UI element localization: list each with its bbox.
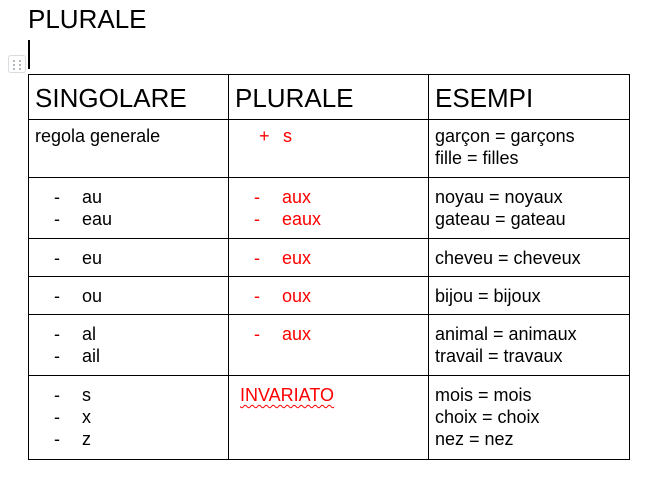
- singolare-text: au: [82, 187, 103, 207]
- example-text: cheveu = cheveux: [435, 248, 581, 268]
- cell-singolare[interactable]: [29, 120, 229, 178]
- dash-bullet: -: [254, 286, 260, 306]
- cell-plurale[interactable]: [229, 239, 429, 277]
- page-title: PLURALE: [28, 4, 147, 34]
- list-item: [35, 186, 222, 208]
- cell-singolare[interactable]: [29, 315, 229, 376]
- list-item: [235, 247, 422, 269]
- example-text: noyau = noyaux: [435, 187, 563, 207]
- list-item: [35, 428, 222, 450]
- table-row: [29, 277, 630, 315]
- singolare-text: eu: [82, 248, 103, 268]
- singolare-text: z: [82, 429, 91, 449]
- dash-bullet: -: [54, 407, 60, 427]
- example-text: garçon = garçons: [435, 126, 575, 146]
- table-row: [29, 315, 630, 376]
- singolare-text: ail: [82, 346, 101, 366]
- cell-esempi[interactable]: [429, 178, 630, 239]
- list-item: [235, 186, 422, 208]
- table-drag-handle-icon[interactable]: [8, 55, 26, 73]
- dash-bullet: -: [54, 324, 60, 344]
- plurale-text: eux: [282, 248, 312, 268]
- singolare-text: al: [82, 324, 97, 344]
- dash-bullet: -: [54, 429, 60, 449]
- list-item: [235, 208, 422, 230]
- dash-bullet: -: [254, 209, 260, 229]
- dash-bullet: -: [54, 248, 60, 268]
- singolare-text: x: [82, 407, 91, 427]
- plural-rules-table[interactable]: [28, 74, 630, 460]
- cell-singolare[interactable]: [29, 239, 229, 277]
- cell-plurale[interactable]: [229, 376, 429, 460]
- cell-esempi[interactable]: [429, 277, 630, 315]
- singolare-text: regola generale: [35, 126, 161, 146]
- plurale-item: [235, 125, 422, 147]
- table-row: [29, 120, 630, 178]
- plurale-text: aux: [282, 324, 312, 344]
- dash-bullet: -: [54, 187, 60, 207]
- dash-bullet: -: [54, 286, 60, 306]
- singolare-text: s: [82, 385, 91, 405]
- cell-esempi[interactable]: [429, 315, 630, 376]
- header-singolare[interactable]: SINGOLARE: [29, 75, 229, 120]
- plus-symbol: +: [259, 126, 270, 146]
- dash-bullet: -: [54, 209, 60, 229]
- cell-singolare[interactable]: [29, 376, 229, 460]
- dash-bullet: -: [254, 248, 260, 268]
- example-text: bijou = bijoux: [435, 286, 541, 306]
- text-cursor: [28, 40, 30, 69]
- list-item: [35, 406, 222, 428]
- example-text: gateau = gateau: [435, 209, 566, 229]
- plurale-text: oux: [282, 286, 312, 306]
- cell-plurale[interactable]: [229, 178, 429, 239]
- dash-bullet: -: [54, 346, 60, 366]
- invariato-text: INVARIATO: [240, 385, 335, 405]
- singolare-text: ou: [82, 286, 103, 306]
- singolare-text: eau: [82, 209, 113, 229]
- list-item: [35, 345, 222, 367]
- plurale-text: aux: [282, 187, 312, 207]
- list-item: [35, 384, 222, 406]
- dash-bullet: -: [54, 385, 60, 405]
- list-item: [35, 247, 222, 269]
- plurale-text: eaux: [282, 209, 322, 229]
- example-text: choix = choix: [435, 407, 540, 427]
- list-item: [35, 323, 222, 345]
- example-text: travail = travaux: [435, 346, 563, 366]
- plurale-text: s: [283, 126, 292, 146]
- header-esempi[interactable]: ESEMPI: [429, 75, 630, 120]
- list-item: [235, 323, 422, 345]
- cell-plurale[interactable]: [229, 315, 429, 376]
- table-row: [29, 376, 630, 460]
- table-header-row: [29, 75, 630, 120]
- cell-esempi[interactable]: [429, 120, 630, 178]
- header-plurale[interactable]: PLURALE: [229, 75, 429, 120]
- cell-singolare[interactable]: [29, 178, 229, 239]
- example-text: fille = filles: [435, 148, 519, 168]
- cell-esempi[interactable]: [429, 239, 630, 277]
- example-text: animal = animaux: [435, 324, 577, 344]
- table-row: [29, 178, 630, 239]
- list-item: [235, 285, 422, 307]
- cell-singolare[interactable]: [29, 277, 229, 315]
- cell-plurale[interactable]: [229, 120, 429, 178]
- dash-bullet: -: [254, 187, 260, 207]
- example-text: mois = mois: [435, 385, 532, 405]
- cell-esempi[interactable]: [429, 376, 630, 460]
- cell-plurale[interactable]: [229, 277, 429, 315]
- table-row: [29, 239, 630, 277]
- list-item: [35, 285, 222, 307]
- example-text: nez = nez: [435, 429, 514, 449]
- dash-bullet: -: [254, 324, 260, 344]
- list-item: [35, 208, 222, 230]
